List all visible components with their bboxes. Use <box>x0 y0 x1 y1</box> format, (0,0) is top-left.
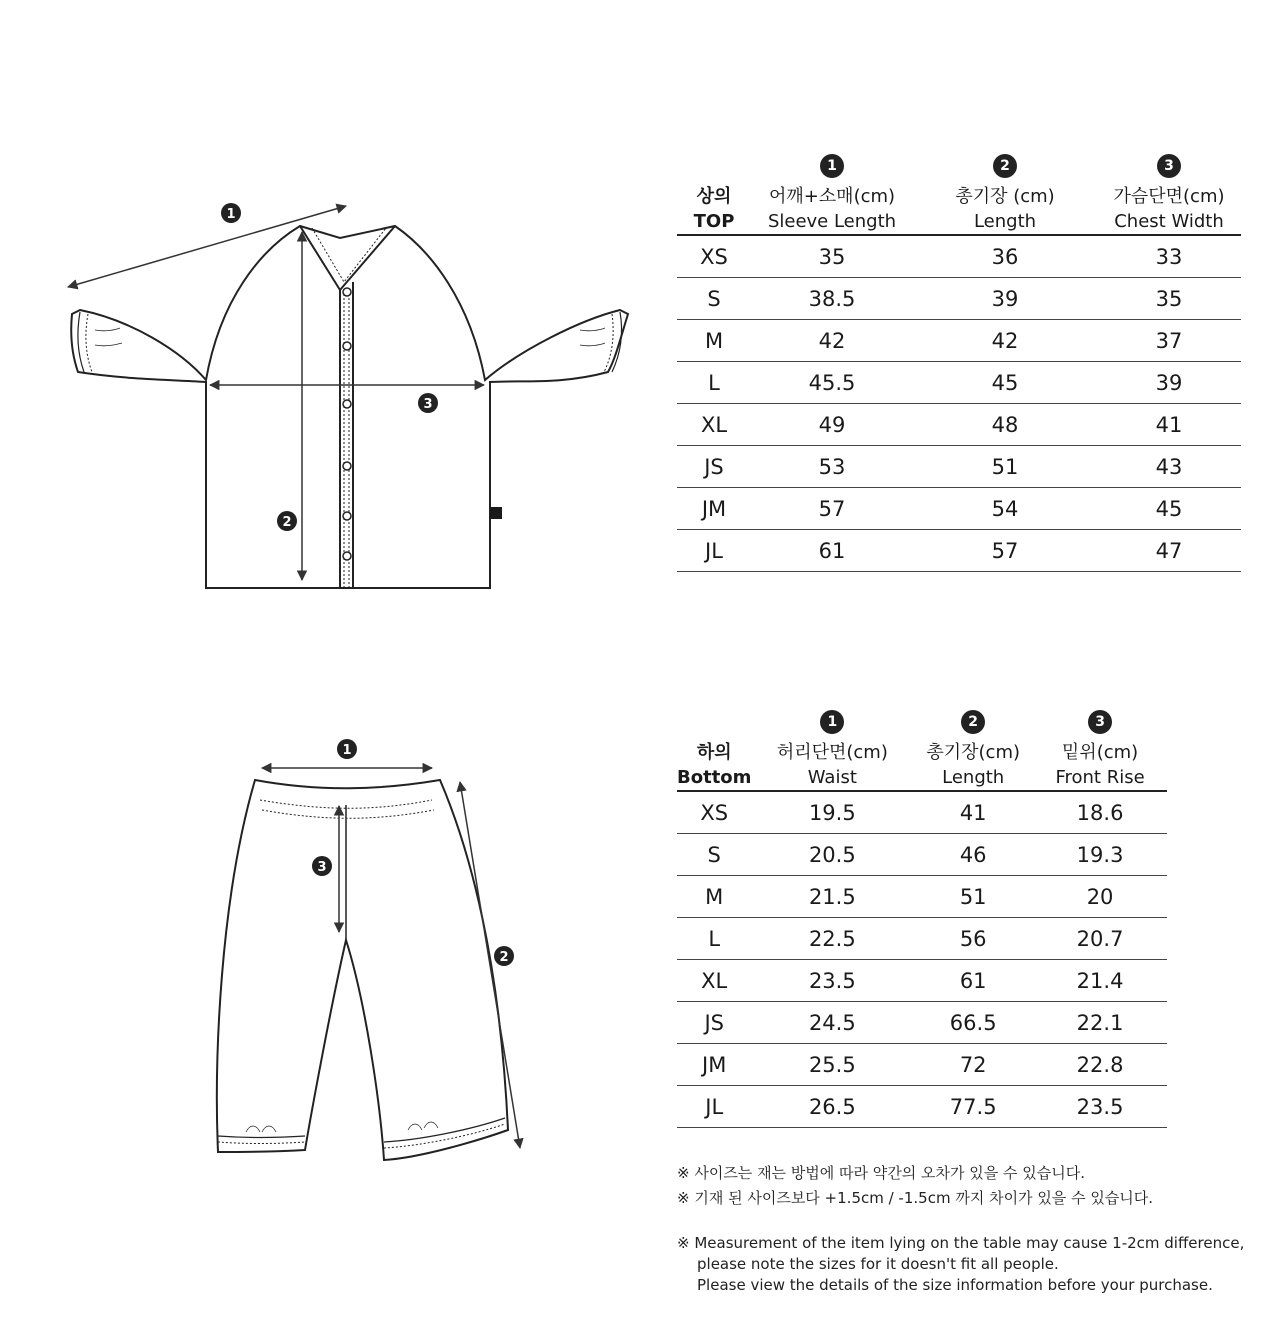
value-cell: 61 <box>751 530 913 572</box>
value-cell: 53 <box>751 446 913 488</box>
bottom-col2-en: Length <box>942 767 1005 788</box>
bottom-garment-drawing <box>217 780 508 1160</box>
top-section-en: TOP <box>693 211 735 232</box>
value-cell: 47 <box>1097 530 1241 572</box>
value-cell: 33 <box>1097 235 1241 278</box>
bottom-col2-header <box>913 740 1033 791</box>
value-cell: 23.5 <box>751 960 913 1002</box>
top-header-row <box>677 184 1241 235</box>
value-cell: 24.5 <box>751 1002 913 1044</box>
value-cell: 42 <box>751 320 913 362</box>
value-cell: 20 <box>1033 876 1167 918</box>
value-cell: 37 <box>1097 320 1241 362</box>
table-row <box>677 1086 1167 1128</box>
value-cell: 77.5 <box>913 1086 1033 1128</box>
bottom-length-arrow <box>460 782 520 1148</box>
bottom-waist-badge-number: 1 <box>342 743 352 758</box>
value-cell: 36 <box>913 235 1097 278</box>
size-cell: S <box>677 278 751 320</box>
value-cell: 21.4 <box>1033 960 1167 1002</box>
top-column-numbers <box>677 140 1241 184</box>
size-cell: XL <box>677 404 751 446</box>
size-cell: S <box>677 834 751 876</box>
table-row <box>677 488 1241 530</box>
table-row <box>677 834 1167 876</box>
bottom-header-row <box>677 740 1167 791</box>
top-col2-en: Length <box>973 211 1037 232</box>
top-col1-en: Sleeve Length <box>767 211 897 232</box>
value-cell: 61 <box>913 960 1033 1002</box>
note-ko-1: ※ 사이즈는 재는 방법에 따라 약간의 오차가 있을 수 있습니다. <box>677 1164 1086 1182</box>
table-row <box>677 404 1241 446</box>
bottom-size-table <box>677 696 1167 1128</box>
value-cell: 43 <box>1097 446 1241 488</box>
value-cell: 45 <box>1097 488 1241 530</box>
top-col3-en: Chest Width <box>1114 211 1224 232</box>
value-cell: 42 <box>913 320 1097 362</box>
value-cell: 39 <box>1097 362 1241 404</box>
size-cell: M <box>677 320 751 362</box>
bottom-col1-badge: 1 <box>820 710 844 734</box>
table-row <box>677 320 1241 362</box>
note-ko-2: ※ 기재 된 사이즈보다 +1.5cm / -1.5cm 까지 차이가 있을 수 있습니다. <box>677 1189 1154 1207</box>
top-col1-badge: 1 <box>820 154 844 178</box>
top-col2-header <box>913 184 1097 235</box>
value-cell: 51 <box>913 446 1097 488</box>
value-cell: 20.7 <box>1033 918 1167 960</box>
value-cell: 35 <box>751 235 913 278</box>
value-cell: 18.6 <box>1033 791 1167 834</box>
bottom-col2-badge: 2 <box>961 710 985 734</box>
size-cell: L <box>677 362 751 404</box>
top-col3-header <box>1097 184 1241 235</box>
value-cell: 35 <box>1097 278 1241 320</box>
bottom-column-numbers <box>677 696 1167 740</box>
value-cell: 46 <box>913 834 1033 876</box>
value-cell: 38.5 <box>751 278 913 320</box>
bottom-col3-header <box>1033 740 1167 791</box>
note-en-line2: please note the sizes for it doesn't fit all people. <box>697 1255 1059 1273</box>
value-cell: 51 <box>913 876 1033 918</box>
bottom-rise-badge-number: 3 <box>317 860 327 875</box>
top-size-table <box>677 140 1241 572</box>
bottom-col2-ko: 총기장(cm) <box>926 742 1020 763</box>
bottom-waist-badge <box>337 739 357 759</box>
size-cell: L <box>677 918 751 960</box>
table-row <box>677 530 1241 572</box>
table-row <box>677 446 1241 488</box>
top-sleeve-badge <box>221 203 241 223</box>
size-cell: XL <box>677 960 751 1002</box>
value-cell: 22.5 <box>751 918 913 960</box>
top-chest-badge-number: 3 <box>423 397 433 412</box>
bottom-length-badge <box>494 946 514 966</box>
notes-korean <box>677 1161 1153 1211</box>
value-cell: 26.5 <box>751 1086 913 1128</box>
bottom-col1-ko: 허리단면(cm) <box>776 742 888 763</box>
top-section-label <box>677 184 751 235</box>
value-cell: 49 <box>751 404 913 446</box>
note-en-line3: Please view the details of the size information before your purchase. <box>697 1276 1213 1294</box>
bottom-col1-header <box>751 740 913 791</box>
note-en-line1: ※ Measurement of the item lying on the table may cause 1-2cm difference, <box>677 1234 1245 1252</box>
notes-english <box>677 1233 1244 1296</box>
size-cell: JL <box>677 530 751 572</box>
size-cell: JM <box>677 1044 751 1086</box>
bottom-col3-en: Front Rise <box>1055 767 1145 788</box>
table-row <box>677 1044 1167 1086</box>
table-row <box>677 876 1167 918</box>
size-cell: XS <box>677 235 751 278</box>
bottom-col3-ko: 밑위(cm) <box>1061 742 1139 763</box>
top-label-tag <box>490 507 502 519</box>
value-cell: 41 <box>1097 404 1241 446</box>
value-cell: 22.1 <box>1033 1002 1167 1044</box>
size-cell: JL <box>677 1086 751 1128</box>
value-cell: 22.8 <box>1033 1044 1167 1086</box>
size-cell: XS <box>677 791 751 834</box>
value-cell: 57 <box>751 488 913 530</box>
top-length-badge <box>277 511 297 531</box>
bottom-length-badge-number: 2 <box>499 950 509 965</box>
size-cell: M <box>677 876 751 918</box>
table-row <box>677 791 1167 834</box>
table-row <box>677 960 1167 1002</box>
bottom-section-en: Bottom <box>677 767 752 788</box>
value-cell: 23.5 <box>1033 1086 1167 1128</box>
size-cell: JS <box>677 446 751 488</box>
top-chest-badge <box>418 393 438 413</box>
bottom-rise-badge <box>312 856 332 876</box>
top-col2-badge: 2 <box>993 154 1017 178</box>
value-cell: 72 <box>913 1044 1033 1086</box>
value-cell: 19.3 <box>1033 834 1167 876</box>
top-col3-badge: 3 <box>1157 154 1181 178</box>
bottom-section-label <box>677 740 751 791</box>
value-cell: 19.5 <box>751 791 913 834</box>
value-cell: 45 <box>913 362 1097 404</box>
table-row <box>677 278 1241 320</box>
top-col2-ko: 총기장 (cm) <box>955 186 1055 207</box>
bottom-section-ko: 하의 <box>696 742 732 763</box>
table-row <box>677 918 1167 960</box>
value-cell: 45.5 <box>751 362 913 404</box>
value-cell: 25.5 <box>751 1044 913 1086</box>
table-row <box>677 362 1241 404</box>
top-sleeve-arrow <box>68 206 346 287</box>
value-cell: 66.5 <box>913 1002 1033 1044</box>
value-cell: 57 <box>913 530 1097 572</box>
top-col1-header <box>751 184 913 235</box>
value-cell: 21.5 <box>751 876 913 918</box>
value-cell: 20.5 <box>751 834 913 876</box>
value-cell: 39 <box>913 278 1097 320</box>
top-col3-ko: 가슴단면(cm) <box>1113 186 1225 207</box>
bottom-col3-badge: 3 <box>1088 710 1112 734</box>
value-cell: 41 <box>913 791 1033 834</box>
top-sleeve-badge-number: 1 <box>226 207 236 222</box>
size-cell: JM <box>677 488 751 530</box>
value-cell: 56 <box>913 918 1033 960</box>
top-length-badge-number: 2 <box>282 515 292 530</box>
table-row <box>677 1002 1167 1044</box>
value-cell: 48 <box>913 404 1097 446</box>
top-col1-ko: 어깨+소매(cm) <box>768 186 896 207</box>
size-cell: JS <box>677 1002 751 1044</box>
top-section-ko: 상의 <box>696 186 732 207</box>
bottom-col1-en: Waist <box>807 767 857 788</box>
table-row <box>677 235 1241 278</box>
value-cell: 54 <box>913 488 1097 530</box>
